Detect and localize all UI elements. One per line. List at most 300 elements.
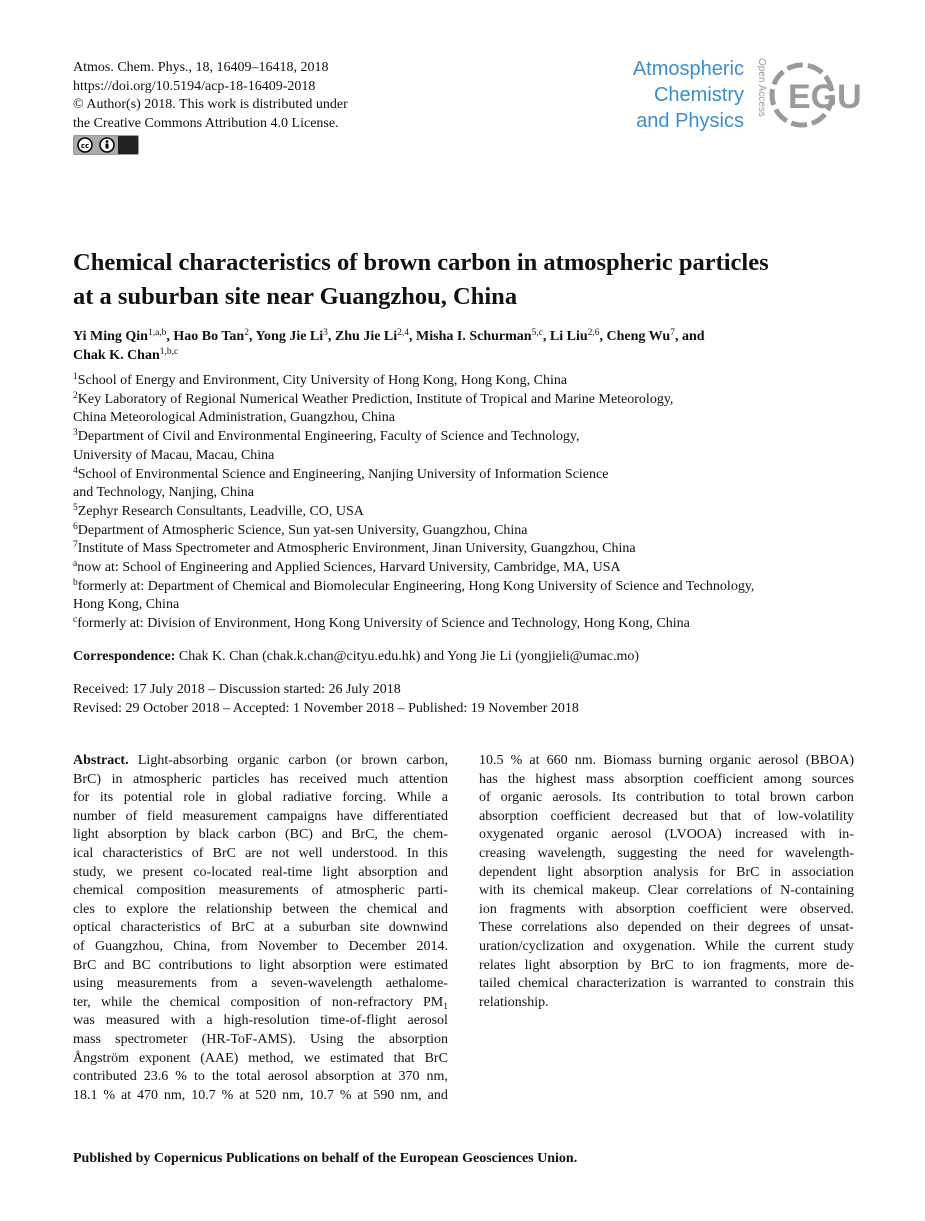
author-separator: ,	[409, 329, 417, 344]
abstract-word: to	[714, 790, 726, 806]
abstract-word: estimated	[394, 957, 448, 973]
abstract-word: Biomass	[603, 753, 652, 768]
abstract-word: $PM_1$	[422, 994, 448, 1012]
journal-name-line: Atmospheric	[632, 58, 744, 80]
affiliation-text: now at: School of Engineering and Applied Sciences, Harvard University, Cambridge, MA, USA	[77, 560, 621, 576]
affiliation-marker: 7	[73, 540, 78, 551]
abstract-word: %	[510, 753, 523, 768]
abstract-line	[479, 808, 854, 827]
affiliation-text: Key Laboratory of Regional Numerical Weather Prediction, Institute of Tropical and Marine Meteorology,	[77, 391, 674, 407]
abstract-line	[479, 864, 854, 883]
affiliation-line	[73, 484, 863, 503]
affiliation-text: Zephyr Research Consultants, Leadville, CO, USA	[77, 503, 364, 519]
abstract-word: light	[322, 864, 349, 880]
abstract-word: sources	[811, 771, 854, 787]
abstract-word: N-containing	[780, 883, 854, 899]
affiliation-marker: 5	[73, 502, 78, 513]
abstract-word: exponent	[138, 1050, 191, 1066]
abstract-word: unsat-	[819, 920, 854, 936]
journal-name-line: and Physics	[636, 110, 744, 132]
abstract-word: These	[479, 920, 513, 936]
abstract-word: measurements	[116, 976, 197, 992]
abstract-word: chemical	[518, 976, 569, 992]
abstract-word: to	[682, 957, 694, 973]
abstract-word: While	[396, 790, 432, 806]
abstract-word: by	[627, 957, 642, 973]
doi-link[interactable]: https://doi.org/10.5194/acp-18-16409-2018	[73, 78, 316, 94]
abstract-line	[479, 752, 854, 771]
abstract-word: total	[235, 1069, 261, 1085]
abstract-line	[73, 901, 448, 920]
abstract-word: atmospheric	[336, 883, 405, 899]
abstract-word: 470	[137, 1087, 158, 1103]
abstract-word: a	[251, 976, 258, 992]
abstract-word: non-refractory	[331, 994, 413, 1010]
abstract-word: Ångström	[73, 1050, 129, 1066]
abstract-word: brown	[361, 753, 398, 768]
affiliation-marker: c	[73, 615, 78, 626]
abstract-word: much	[357, 771, 389, 787]
abstract-word: is	[674, 976, 684, 992]
abstract-word: (BBOA)	[805, 753, 854, 768]
abstract-left-column	[73, 752, 448, 1105]
abstract-word: coefficient	[550, 808, 611, 824]
abstract-word: ion	[479, 901, 497, 917]
abstract-word: with	[578, 901, 604, 917]
affiliations	[73, 372, 863, 634]
abstract-word: that	[393, 1050, 415, 1066]
abstract-word: aerosol	[267, 1069, 309, 1085]
abstract-line	[479, 882, 854, 901]
abstract-line	[73, 752, 448, 771]
paper-title	[73, 246, 853, 314]
cc-by-license-badge[interactable]	[73, 135, 139, 155]
abstract-word: makeup.	[591, 883, 640, 899]
affiliation-text: School of Energy and Environment, City University of Hong Kong, Hong Kong, China	[77, 373, 568, 388]
abstract-word: Its	[611, 790, 626, 806]
abstract-line	[73, 957, 448, 976]
abstract-word: study	[823, 938, 854, 954]
author-name: Yi Ming Qin	[73, 329, 148, 344]
abstract-word: mass	[586, 771, 615, 787]
abstract-word: were	[760, 901, 788, 917]
abstract-word: campaigns	[266, 808, 327, 824]
abstract-word: decreased	[622, 808, 678, 824]
author-affiliation-marker: 1,b,c	[159, 347, 179, 357]
abstract-word: (BC)	[284, 827, 313, 843]
affiliation-line	[73, 447, 863, 466]
abstract-word: chemical	[73, 883, 124, 899]
abstract-word: BrC	[424, 1050, 448, 1066]
affiliation-line	[73, 372, 863, 391]
abstract-word: ion	[702, 957, 721, 973]
abstract-word: among	[763, 771, 802, 787]
abstract-word: explore	[126, 901, 169, 917]
abstract-word: particles	[212, 771, 260, 787]
abstract-word: contribution	[635, 790, 705, 806]
abstract-word: on	[690, 920, 705, 936]
abstract-word: also	[596, 920, 619, 936]
abstract-word: nm,	[282, 1087, 304, 1103]
abstract-word: co-located	[193, 864, 252, 880]
abstract-word: (LVOOA)	[664, 827, 722, 843]
abstract-word: BrC)	[73, 771, 101, 787]
correspondence	[73, 648, 639, 666]
abstract-word: oxygenated	[479, 827, 544, 843]
abstract-word: association	[791, 864, 854, 880]
abstract-word: 520	[255, 1087, 277, 1103]
abstract-word: estimated	[330, 1050, 384, 1066]
abstract-word: 2014.	[416, 938, 448, 954]
affiliation-line	[73, 428, 863, 447]
abstract-word: at	[263, 920, 275, 936]
abstract-word: spectrometer	[115, 1031, 188, 1047]
abstract-word: light	[258, 957, 285, 973]
abstract-word: BrC	[650, 957, 674, 973]
abstract-word: chemical	[366, 901, 418, 917]
abstract-word: coefficient	[687, 901, 748, 917]
license-text: the Creative Commons Attribution 4.0 License.	[73, 115, 339, 131]
abstract-line	[73, 771, 448, 790]
affiliation-text: School of Environmental Science and Engineering, Nanjing University of Information Science	[77, 466, 609, 482]
abstract-word: in	[215, 790, 227, 806]
abstract-word: while	[100, 994, 133, 1010]
abstract-word: BrC	[736, 864, 760, 880]
abstract-word: warranted	[691, 976, 748, 992]
abstract-word: differentiated	[372, 808, 448, 824]
abstract-word: aerosol	[611, 827, 652, 843]
abstract-word: observed.	[799, 901, 854, 917]
affiliation-text: formerly at: Division of Environment, Hong Kong University of Science and Technology, Hong Kong, China	[77, 616, 690, 632]
author-name: Chak K. Chan	[73, 348, 160, 363]
abstract-word: at	[120, 1087, 132, 1103]
abstract-word: present	[142, 864, 184, 880]
affiliation-marker: 6	[73, 521, 78, 532]
abstract-word: (AAE)	[200, 1050, 239, 1066]
abstract-word: brown	[770, 790, 806, 806]
abstract-word: measurement	[182, 808, 258, 824]
abstract-word: aerosol	[407, 1013, 448, 1029]
author-separator: ,	[327, 329, 335, 344]
abstract-word: and	[321, 827, 343, 843]
abstract-word: optical	[73, 920, 112, 936]
abstract-word: nm,	[400, 1087, 422, 1103]
abstract-word: of	[799, 920, 811, 936]
affiliation-line	[73, 540, 863, 559]
affiliation-line	[73, 391, 863, 410]
abstract-word: %	[221, 1087, 234, 1103]
abstract-word: aerosols.	[552, 790, 602, 806]
abstract-word: dependent	[479, 864, 537, 880]
abstract-word: in-	[838, 827, 854, 843]
dates-revised: Revised: 29 October 2018 – Accepted: 1 November 2018 – Published: 19 November 2018	[73, 700, 579, 716]
abstract-word: ical	[73, 845, 94, 861]
abstract-word: 590	[373, 1087, 395, 1103]
abstract-word: 18.1	[73, 1087, 98, 1103]
abstract-word: correlations	[686, 883, 753, 899]
abstract-word: to	[327, 938, 339, 954]
abstract-word: by	[175, 827, 190, 843]
abstract-word: parti-	[417, 883, 448, 899]
affiliation-marker: 4	[73, 465, 78, 476]
author-affiliation-marker: 7	[670, 328, 675, 338]
abstract-word: absorption	[559, 957, 619, 973]
abstract-word: for	[756, 845, 773, 861]
abstract-word: organic	[709, 753, 752, 768]
abstract-word: of	[309, 994, 322, 1010]
author-name: Misha I. Schurman	[416, 329, 532, 344]
abstract-word: cles	[73, 901, 95, 917]
abstract-line	[479, 938, 854, 957]
abstract-word: time-of-flight	[320, 1013, 397, 1029]
abstract-word: and	[593, 938, 614, 954]
abstract-word: Guangzhou,	[94, 938, 164, 954]
abstract-word: December	[348, 938, 407, 954]
abstract-word: wavelength-	[784, 845, 854, 861]
abstract-word: (or	[335, 753, 353, 768]
correspondence-label: Correspondence:	[73, 649, 176, 664]
abstract-word: degrees	[747, 920, 791, 936]
abstract-word: that	[720, 808, 742, 824]
abstract-word: aerosol	[758, 753, 799, 768]
abstract-line	[479, 771, 854, 790]
abstract-word: constrain	[774, 976, 826, 992]
abstract-word: absorption	[358, 864, 418, 880]
abstract-word: at	[381, 1069, 392, 1085]
abstract-word: the	[748, 938, 766, 954]
abstract-word: role	[183, 790, 206, 806]
citation: Atmos. Chem. Phys., 18, 16409–16418, 2018	[73, 60, 329, 75]
abstract-line	[479, 994, 854, 1013]
abstract-word: we	[116, 864, 133, 880]
abstract-word: %	[339, 1087, 352, 1103]
abstract-line	[73, 994, 448, 1013]
abstract-word: contributions	[158, 957, 233, 973]
abstract-word: attention	[398, 771, 448, 787]
abstract-word: and	[427, 901, 448, 917]
author-affiliation-marker: 5,c	[531, 328, 543, 338]
abstract-word: the	[178, 901, 196, 917]
abstract-word: this	[427, 845, 448, 861]
abstract-word: light	[73, 827, 99, 843]
abstract-word: light	[524, 957, 551, 973]
author-affiliation-marker: 1,a,b	[147, 328, 167, 338]
affiliation-text: China Meteorological Administration, Guangzhou, China	[73, 410, 395, 426]
abstract-word: %	[175, 1069, 187, 1085]
pm-subscript: 1	[443, 1001, 448, 1012]
abstract-word: of	[191, 845, 204, 861]
abstract-word: mass	[73, 1031, 101, 1047]
author-separator: ,	[542, 329, 550, 344]
svg-text:cc: cc	[80, 142, 90, 151]
abstract-word: the	[689, 845, 707, 861]
abstract-word: a	[283, 920, 290, 936]
abstract-word: and	[104, 957, 125, 973]
affiliation-text: formerly at: Department of Chemical and Biomolecular Engineering, Hong Kong University of Science and Technology,	[77, 578, 755, 594]
abstract-word: high-resolution	[223, 1013, 310, 1029]
abstract-word: with	[170, 1013, 196, 1029]
abstract-line	[73, 1068, 448, 1087]
title-line: Chemical characteristics of brown carbon in atmospheric particles	[73, 249, 769, 276]
author-name: Hao Bo Tan	[173, 329, 245, 344]
abstract-word: measurements	[218, 883, 299, 899]
abstract-word: to	[240, 957, 252, 973]
affiliation-text: Department of Civil and Environmental Engineering, Faculty of Science and Technology,	[77, 429, 580, 445]
abstract-word: between	[282, 901, 330, 917]
abstract-word: have	[336, 808, 364, 824]
abstract-word: are	[245, 845, 263, 861]
abstract-word: its	[99, 790, 114, 806]
egu-logo-text: EGU	[788, 78, 862, 116]
abstract-word: burning	[658, 753, 703, 768]
affiliation-line	[73, 466, 863, 485]
abstract-word: a	[206, 1013, 213, 1029]
journal-name-line: Chemistry	[653, 84, 744, 106]
author-separator: ,	[248, 329, 256, 344]
abstract-word: the	[211, 1069, 229, 1085]
abstract-word: organic	[237, 753, 280, 768]
abstract-word: method,	[248, 1050, 294, 1066]
abstract-heading: Abstract.	[73, 753, 129, 768]
abstract-word: carbon	[288, 753, 327, 768]
abstract-word: a	[441, 790, 448, 806]
affiliation-marker: b	[73, 577, 78, 588]
abstract-word: in	[111, 771, 123, 787]
abstract-line	[73, 1087, 448, 1106]
abstract-word: for	[709, 864, 726, 880]
abstract-word: of	[125, 808, 138, 824]
abstract-word: Light-absorbing	[137, 753, 229, 768]
dates-received: Received: 17 July 2018 – Discussion started: 26 July 2018	[73, 682, 401, 697]
abstract-word: light	[547, 864, 573, 880]
abstract-word: the	[386, 827, 404, 843]
abstract-word: not	[271, 845, 290, 861]
abstract-word: depended	[627, 920, 682, 936]
journal-name	[596, 56, 744, 134]
author-affiliation-marker: 2,4	[397, 328, 410, 338]
abstract-word: total	[735, 790, 761, 806]
publication-dates	[73, 681, 579, 718]
abstract-word: 660	[546, 753, 568, 768]
abstract-word: forcing.	[342, 790, 387, 806]
abstract-word: Clear	[647, 883, 679, 899]
affiliation-line	[73, 409, 863, 428]
abstract-word: radiative	[282, 790, 332, 806]
abstract-word: aethalome-	[385, 976, 448, 992]
affiliation-line	[73, 596, 863, 615]
abstract-word: BrC,	[351, 827, 378, 843]
abstract-word: fragments,	[729, 957, 790, 973]
abstract-word: was	[73, 1013, 95, 1029]
abstract-line	[73, 1012, 448, 1031]
abstract-word: increased	[734, 827, 788, 843]
abstract-word: absorption	[292, 957, 352, 973]
abstract-word: at	[529, 753, 540, 768]
abstract-word: to	[755, 976, 767, 992]
abstract-word: of	[210, 920, 222, 936]
affiliation-line	[73, 503, 863, 522]
abstract-word: nm,	[163, 1087, 186, 1103]
affiliation-line	[73, 522, 863, 541]
abstract-word: with	[479, 883, 504, 899]
abstract-word: tailed	[479, 976, 511, 992]
abstract-word: composition	[230, 994, 300, 1010]
abstract-word: chemical	[169, 994, 221, 1010]
abstract-word: and	[427, 864, 448, 880]
abstract-word: measured	[105, 1013, 160, 1029]
abstract-word: contributed	[73, 1069, 137, 1085]
affiliation-marker: 2	[73, 390, 78, 401]
author-name: Zhu Jie Li	[334, 329, 398, 344]
abstract-line	[73, 938, 448, 957]
abstract-line	[479, 975, 854, 994]
abstract-word: correlations	[521, 920, 588, 936]
abstract-word: suggesting	[617, 845, 678, 861]
author-name: Cheng Wu	[606, 329, 671, 344]
abstract-word: 10.7	[309, 1087, 334, 1103]
attribution-icon	[96, 136, 118, 154]
abstract-word: BrC	[73, 957, 97, 973]
abstract-word: coefficient	[693, 771, 754, 787]
abstract-line	[73, 864, 448, 883]
abstract-line	[73, 845, 448, 864]
abstract-word: BrC	[212, 845, 236, 861]
abstract-word: in	[770, 864, 782, 880]
abstract-word: China,	[173, 938, 211, 954]
abstract-word: 10.7	[191, 1087, 216, 1103]
abstract-word: absorption	[583, 864, 643, 880]
abstract-word: absorption	[479, 808, 539, 824]
abstract-word: for	[73, 790, 90, 806]
abstract-word: atmospheric	[133, 771, 202, 787]
abstract-word: real-time	[261, 864, 313, 880]
abstract-line	[73, 1050, 448, 1069]
author-affiliation-marker: 2	[244, 328, 249, 338]
abstract-word: characterization	[576, 976, 667, 992]
abstract-word: of	[311, 883, 324, 899]
abstract-word: has	[479, 771, 498, 787]
abstract-word: creasing	[479, 845, 526, 861]
author-affiliation-marker: 2,6	[587, 328, 600, 338]
abstract-word: at	[239, 1087, 250, 1103]
abstract-word: study,	[73, 864, 106, 880]
affiliation-text: Institute of Mass Spectrometer and Atmospheric Environment, Jinan University, Guangzhou, China	[77, 541, 636, 557]
abstract-word: current	[774, 938, 815, 954]
abstract-line	[479, 789, 854, 808]
abstract-word: low-volatility	[777, 808, 854, 824]
abstract-word: BC	[132, 957, 151, 973]
copyright: © Author(s) 2018. This work is distributed under	[73, 97, 348, 113]
affiliation-text: and Technology, Nanjing, China	[73, 485, 254, 501]
abstract-word: relates	[479, 957, 516, 973]
cc-icon	[74, 136, 96, 154]
abstract-word: absorption	[315, 1069, 375, 1085]
abstract-word: using	[73, 976, 104, 992]
abstract-word: its	[511, 883, 526, 899]
abstract-word: In	[406, 845, 419, 861]
abstract-word: this	[833, 976, 854, 992]
author-separator: ,	[599, 329, 607, 344]
abstract-word: received	[299, 771, 347, 787]
egu-logo	[768, 60, 862, 130]
abstract-word: downwind	[388, 920, 448, 936]
abstract-word: carbon	[815, 790, 854, 806]
abstract-line	[479, 957, 854, 976]
abstract-word: %	[103, 1087, 116, 1103]
abstract-word: need	[718, 845, 745, 861]
affiliation-marker: 3	[73, 428, 78, 439]
abstract-word: with	[800, 827, 826, 843]
